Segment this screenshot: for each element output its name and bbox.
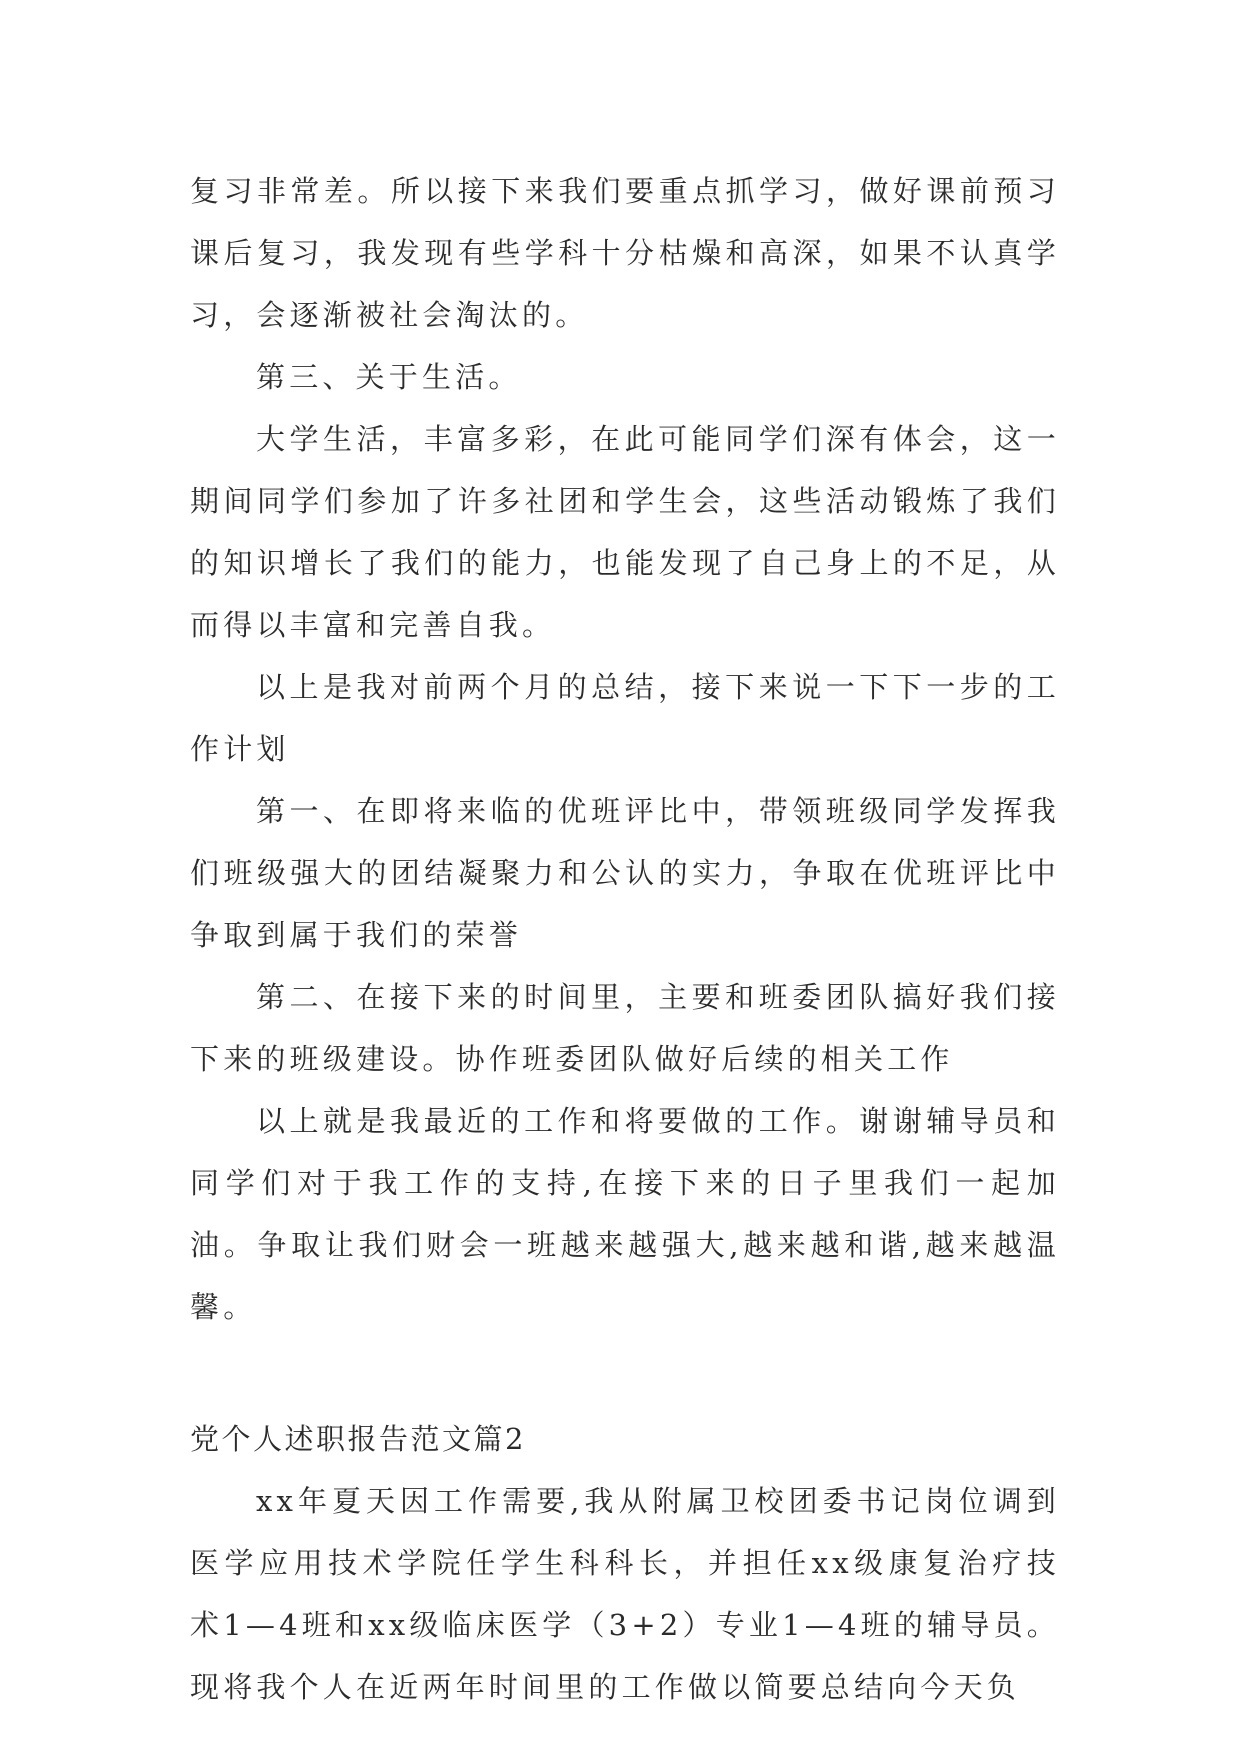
paragraph-8: xx年夏天因工作需要,我从附属卫校团委书记岗位调到医学应用技术学院任学生科科长，并担任xx级康复治疗技术1—4班和xx级临床医学（3+2）专业1—4班的辅导员。现将我个人在近两年时间里的工作做以简要总结向今天负 bbox=[190, 1484, 1060, 1704]
paragraph-7: 以上就是我最近的工作和将要做的工作。谢谢辅导员和同学们对于我工作的支持,在接下来的日子里我们一起加油。争取让我们财会一班越来越强大,越来越和谐,越来越温馨。 bbox=[190, 1104, 1060, 1324]
paragraph-4: 以上是我对前两个月的总结，接下来说一下下一步的工作计划 bbox=[190, 670, 1060, 766]
section-heading: 党个人述职报告范文篇2 bbox=[190, 1422, 526, 1456]
paragraph-5: 第一、在即将来临的优班评比中，带领班级同学发挥我们班级强大的团结凝聚力和公认的实力，争取在优班评比中争取到属于我们的荣誉 bbox=[190, 794, 1060, 952]
paragraph-6: 第二、在接下来的时间里，主要和班委团队搞好我们接下来的班级建设。协作班委团队做好后续的相关工作 bbox=[190, 980, 1060, 1076]
document-body bbox=[190, 160, 1060, 1718]
paragraph-2: 第三、关于生活。 bbox=[256, 360, 522, 394]
paragraph-3: 大学生活，丰富多彩，在此可能同学们深有体会，这一期间同学们参加了许多社团和学生会，这些活动锻炼了我们的知识增长了我们的能力，也能发现了自己身上的不足，从而得以丰富和完善自我。 bbox=[190, 422, 1060, 642]
paragraph-1: 复习非常差。所以接下来我们要重点抓学习，做好课前预习课后复习，我发现有些学科十分枯燥和高深，如果不认真学习，会逐渐被社会淘汰的。 bbox=[190, 174, 1060, 332]
